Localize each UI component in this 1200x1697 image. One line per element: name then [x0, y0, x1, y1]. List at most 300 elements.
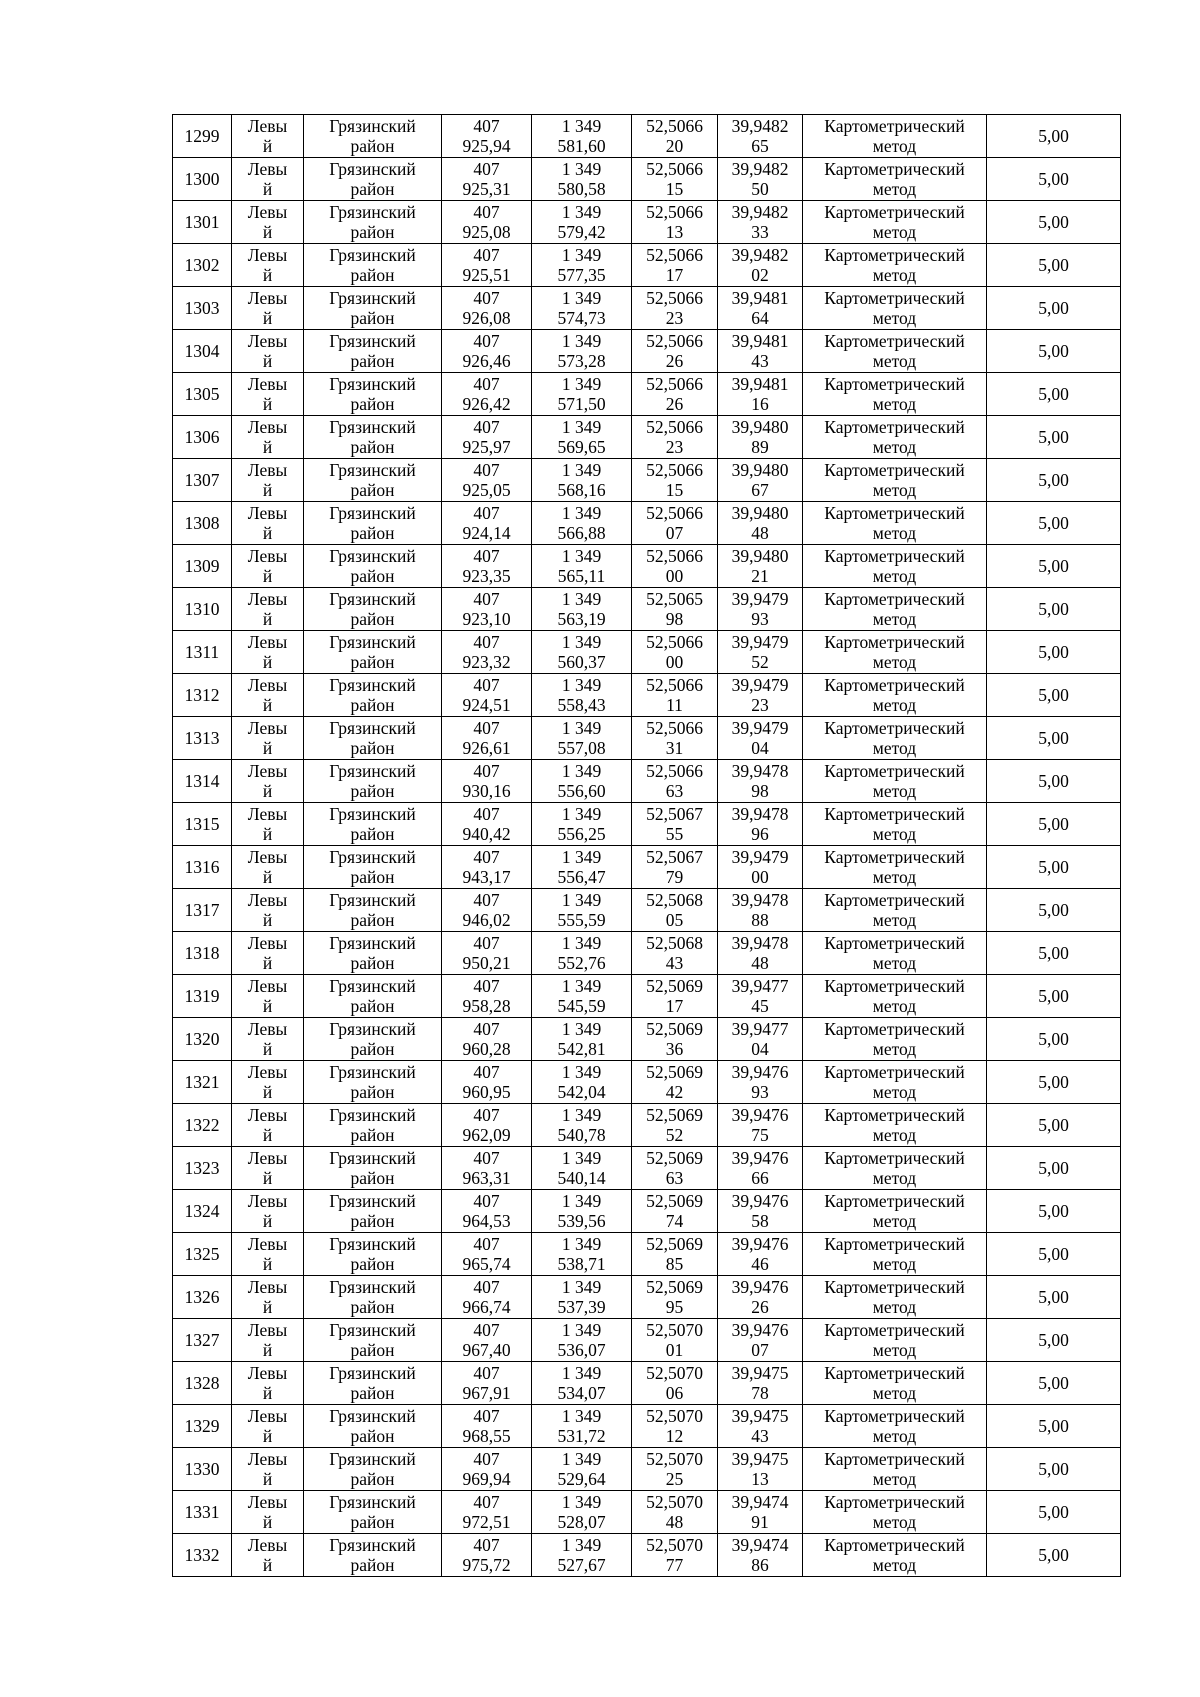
method-cell: [803, 889, 987, 932]
table-row: [173, 889, 1121, 932]
side-cell-line: Левы: [247, 331, 288, 351]
latitude-cell-line: 74: [665, 1211, 684, 1231]
longitude-cell-line: 21: [751, 566, 769, 586]
point-number-cell: 1309: [173, 545, 232, 588]
x-coordinate-cell: [442, 846, 532, 889]
latitude-cell-line: 31: [665, 738, 684, 758]
district-cell-line: район: [350, 695, 395, 715]
method-cell: [803, 459, 987, 502]
longitude-cell-line: 39,9476: [731, 1277, 789, 1297]
district-cell: [304, 1534, 442, 1577]
latitude-cell: [632, 244, 718, 287]
longitude-cell: [718, 932, 803, 975]
accuracy-cell: 5,00: [987, 1276, 1121, 1319]
method-cell-line: Картометрический: [824, 1492, 965, 1512]
latitude-cell-line: 23: [665, 437, 684, 457]
latitude-cell-line: 11: [666, 695, 683, 715]
x-coordinate-cell-line: 950,21: [462, 953, 511, 973]
y-coordinate-cell-line: 573,28: [557, 351, 606, 371]
side-cell-line: й: [262, 695, 273, 715]
longitude-cell-line: 39,9474: [731, 1492, 789, 1512]
method-cell: [803, 1061, 987, 1104]
y-coordinate-cell: [532, 287, 632, 330]
district-cell: [304, 1319, 442, 1362]
district-cell: [304, 1362, 442, 1405]
table-row: [173, 502, 1121, 545]
side-cell-line: й: [262, 1469, 273, 1489]
district-cell-line: район: [350, 996, 395, 1016]
y-coordinate-cell: [532, 760, 632, 803]
x-coordinate-cell-line: 407: [473, 675, 500, 695]
x-coordinate-cell: [442, 115, 532, 158]
longitude-cell-line: 78: [751, 1383, 769, 1403]
x-coordinate-cell-line: 407: [473, 1363, 500, 1383]
latitude-cell: [632, 545, 718, 588]
y-coordinate-cell-line: 1 349: [561, 1320, 602, 1340]
district-cell-line: Грязинский: [329, 675, 416, 695]
y-coordinate-cell: [532, 1190, 632, 1233]
side-cell-line: й: [262, 867, 273, 887]
latitude-cell-line: 52,5066: [646, 761, 703, 781]
side-cell: [232, 674, 304, 717]
x-coordinate-cell: [442, 330, 532, 373]
y-coordinate-cell-line: 557,08: [557, 738, 606, 758]
side-cell-line: Левы: [247, 1363, 288, 1383]
y-coordinate-cell-line: 1 349: [561, 1148, 602, 1168]
district-cell-line: район: [350, 1082, 395, 1102]
table-row: [173, 1190, 1121, 1233]
latitude-cell-line: 05: [665, 910, 684, 930]
side-cell: [232, 1147, 304, 1190]
latitude-cell-line: 52,5069: [646, 1234, 703, 1254]
latitude-cell-line: 52,5066: [646, 374, 703, 394]
method-cell-line: метод: [872, 480, 917, 500]
district-cell-line: Грязинский: [329, 202, 416, 222]
district-cell-line: район: [350, 953, 395, 973]
longitude-cell: [718, 760, 803, 803]
district-cell: [304, 846, 442, 889]
district-cell: [304, 803, 442, 846]
longitude-cell-line: 48: [751, 953, 769, 973]
longitude-cell: [718, 1276, 803, 1319]
latitude-cell-line: 52,5066: [646, 159, 703, 179]
y-coordinate-cell: [532, 1362, 632, 1405]
district-cell-line: район: [350, 867, 395, 887]
x-coordinate-cell-line: 407: [473, 546, 500, 566]
x-coordinate-cell-line: 407: [473, 202, 500, 222]
point-number-cell: 1320: [173, 1018, 232, 1061]
side-cell-line: Левы: [247, 374, 288, 394]
latitude-cell: [632, 803, 718, 846]
x-coordinate-cell: [442, 1190, 532, 1233]
side-cell-line: Левы: [247, 804, 288, 824]
y-coordinate-cell-line: 579,42: [557, 222, 606, 242]
latitude-cell: [632, 115, 718, 158]
side-cell-line: Левы: [247, 1019, 288, 1039]
latitude-cell: [632, 1491, 718, 1534]
method-cell: [803, 846, 987, 889]
method-cell-line: метод: [872, 1297, 917, 1317]
longitude-cell: [718, 975, 803, 1018]
method-cell-line: метод: [872, 609, 917, 629]
longitude-cell-line: 39,9479: [731, 718, 789, 738]
x-coordinate-cell-line: 407: [473, 1062, 500, 1082]
point-number-cell: 1332: [173, 1534, 232, 1577]
method-cell-line: метод: [872, 265, 917, 285]
latitude-cell-line: 00: [665, 652, 684, 672]
method-cell-line: метод: [872, 781, 917, 801]
district-cell-line: Грязинский: [329, 417, 416, 437]
district-cell-line: Грязинский: [329, 933, 416, 953]
point-number-cell: 1317: [173, 889, 232, 932]
method-cell: [803, 975, 987, 1018]
method-cell: [803, 1319, 987, 1362]
side-cell: [232, 889, 304, 932]
accuracy-cell: 5,00: [987, 1104, 1121, 1147]
accuracy-cell: 5,00: [987, 1190, 1121, 1233]
longitude-cell-line: 39,9480: [731, 503, 789, 523]
point-number-cell: 1315: [173, 803, 232, 846]
y-coordinate-cell: [532, 1405, 632, 1448]
point-number-cell: 1304: [173, 330, 232, 373]
point-number-cell: 1302: [173, 244, 232, 287]
district-cell: [304, 158, 442, 201]
district-cell-line: район: [350, 1125, 395, 1145]
latitude-cell-line: 52,5066: [646, 503, 703, 523]
method-cell-line: Картометрический: [824, 159, 965, 179]
y-coordinate-cell: [532, 115, 632, 158]
point-number-cell: 1313: [173, 717, 232, 760]
latitude-cell-line: 77: [665, 1555, 684, 1575]
side-cell-line: Левы: [247, 116, 288, 136]
y-coordinate-cell-line: 565,11: [557, 566, 606, 586]
x-coordinate-cell-line: 968,55: [462, 1426, 511, 1446]
x-coordinate-cell-line: 407: [473, 417, 500, 437]
district-cell: [304, 115, 442, 158]
longitude-cell-line: 39,9481: [731, 288, 789, 308]
latitude-cell: [632, 1319, 718, 1362]
x-coordinate-cell: [442, 373, 532, 416]
longitude-cell-line: 39,9480: [731, 460, 789, 480]
y-coordinate-cell-line: 1 349: [561, 1406, 602, 1426]
method-cell: [803, 416, 987, 459]
district-cell-line: Грязинский: [329, 159, 416, 179]
side-cell-line: Левы: [247, 589, 288, 609]
side-cell: [232, 1104, 304, 1147]
method-cell-line: метод: [872, 437, 917, 457]
side-cell: [232, 115, 304, 158]
district-cell-line: район: [350, 308, 395, 328]
point-number-cell: 1305: [173, 373, 232, 416]
y-coordinate-cell-line: 1 349: [561, 933, 602, 953]
district-cell: [304, 545, 442, 588]
method-cell: [803, 1448, 987, 1491]
x-coordinate-cell: [442, 1534, 532, 1577]
latitude-cell-line: 52,5069: [646, 1019, 703, 1039]
y-coordinate-cell-line: 1 349: [561, 1062, 602, 1082]
y-coordinate-cell-line: 560,37: [557, 652, 606, 672]
y-coordinate-cell-line: 531,72: [557, 1426, 606, 1446]
method-cell-line: метод: [872, 910, 917, 930]
y-coordinate-cell: [532, 846, 632, 889]
latitude-cell-line: 13: [665, 222, 684, 242]
side-cell-line: й: [262, 953, 273, 973]
x-coordinate-cell-line: 972,51: [462, 1512, 511, 1532]
y-coordinate-cell: [532, 588, 632, 631]
coordinates-table: [172, 114, 1121, 1577]
district-cell: [304, 932, 442, 975]
longitude-cell-line: 39,9477: [731, 976, 789, 996]
y-coordinate-cell: [532, 1018, 632, 1061]
x-coordinate-cell: [442, 1018, 532, 1061]
side-cell-line: й: [262, 1254, 273, 1274]
latitude-cell-line: 26: [665, 394, 684, 414]
point-number-cell: 1300: [173, 158, 232, 201]
method-cell: [803, 502, 987, 545]
side-cell-line: Левы: [247, 632, 288, 652]
table-row: [173, 846, 1121, 889]
latitude-cell-line: 52,5066: [646, 245, 703, 265]
y-coordinate-cell-line: 1 349: [561, 847, 602, 867]
y-coordinate-cell-line: 568,16: [557, 480, 606, 500]
longitude-cell: [718, 1061, 803, 1104]
table-row: [173, 1233, 1121, 1276]
y-coordinate-cell: [532, 631, 632, 674]
district-cell: [304, 674, 442, 717]
method-cell-line: метод: [872, 1211, 917, 1231]
table-row: [173, 1534, 1121, 1577]
x-coordinate-cell: [442, 1233, 532, 1276]
method-cell-line: Картометрический: [824, 1277, 965, 1297]
accuracy-cell: 5,00: [987, 373, 1121, 416]
latitude-cell-line: 15: [665, 480, 684, 500]
side-cell-line: Левы: [247, 976, 288, 996]
x-coordinate-cell: [442, 717, 532, 760]
y-coordinate-cell-line: 1 349: [561, 417, 602, 437]
method-cell-line: метод: [872, 136, 917, 156]
side-cell: [232, 631, 304, 674]
method-cell-line: Картометрический: [824, 116, 965, 136]
x-coordinate-cell: [442, 932, 532, 975]
y-coordinate-cell-line: 540,14: [557, 1168, 606, 1188]
side-cell: [232, 1405, 304, 1448]
x-coordinate-cell: [442, 1405, 532, 1448]
y-coordinate-cell-line: 539,56: [557, 1211, 606, 1231]
side-cell-line: й: [262, 437, 273, 457]
y-coordinate-cell-line: 581,60: [557, 136, 606, 156]
x-coordinate-cell-line: 407: [473, 1492, 500, 1512]
x-coordinate-cell-line: 960,28: [462, 1039, 511, 1059]
accuracy-cell: 5,00: [987, 330, 1121, 373]
district-cell-line: Грязинский: [329, 1363, 416, 1383]
longitude-cell-line: 96: [751, 824, 769, 844]
method-cell: [803, 1276, 987, 1319]
y-coordinate-cell: [532, 1319, 632, 1362]
method-cell-line: Картометрический: [824, 1062, 965, 1082]
table-row: [173, 1276, 1121, 1319]
method-cell-line: Картометрический: [824, 1234, 965, 1254]
latitude-cell-line: 43: [665, 953, 684, 973]
longitude-cell-line: 48: [751, 523, 769, 543]
point-number-cell: 1322: [173, 1104, 232, 1147]
side-cell: [232, 1362, 304, 1405]
accuracy-cell: 5,00: [987, 846, 1121, 889]
district-cell-line: район: [350, 1168, 395, 1188]
latitude-cell: [632, 846, 718, 889]
x-coordinate-cell-line: 923,35: [462, 566, 511, 586]
x-coordinate-cell: [442, 244, 532, 287]
y-coordinate-cell: [532, 975, 632, 1018]
y-coordinate-cell: [532, 545, 632, 588]
y-coordinate-cell-line: 542,81: [557, 1039, 606, 1059]
method-cell-line: Картометрический: [824, 718, 965, 738]
method-cell-line: метод: [872, 1254, 917, 1274]
longitude-cell: [718, 717, 803, 760]
longitude-cell-line: 91: [751, 1512, 769, 1532]
district-cell-line: район: [350, 652, 395, 672]
table-row: [173, 1104, 1121, 1147]
longitude-cell: [718, 1448, 803, 1491]
side-cell-line: й: [262, 1512, 273, 1532]
latitude-cell-line: 52,5070: [646, 1406, 703, 1426]
side-cell: [232, 158, 304, 201]
y-coordinate-cell-line: 1 349: [561, 116, 602, 136]
method-cell-line: метод: [872, 867, 917, 887]
y-coordinate-cell-line: 1 349: [561, 1277, 602, 1297]
latitude-cell: [632, 502, 718, 545]
longitude-cell-line: 39,9482: [731, 245, 789, 265]
y-coordinate-cell: [532, 373, 632, 416]
point-number-cell: 1321: [173, 1061, 232, 1104]
longitude-cell: [718, 1147, 803, 1190]
side-cell-line: й: [262, 1211, 273, 1231]
point-number-cell: 1325: [173, 1233, 232, 1276]
district-cell-line: район: [350, 1512, 395, 1532]
district-cell: [304, 1491, 442, 1534]
district-cell: [304, 1104, 442, 1147]
table-row: [173, 459, 1121, 502]
y-coordinate-cell-line: 1 349: [561, 374, 602, 394]
y-coordinate-cell-line: 1 349: [561, 1492, 602, 1512]
method-cell-line: Картометрический: [824, 1535, 965, 1555]
accuracy-cell: 5,00: [987, 674, 1121, 717]
x-coordinate-cell-line: 960,95: [462, 1082, 511, 1102]
side-cell-line: й: [262, 480, 273, 500]
latitude-cell-line: 52,5070: [646, 1492, 703, 1512]
side-cell-line: й: [262, 652, 273, 672]
y-coordinate-cell-line: 537,39: [557, 1297, 606, 1317]
point-number-cell: 1331: [173, 1491, 232, 1534]
method-cell: [803, 1147, 987, 1190]
side-cell: [232, 975, 304, 1018]
y-coordinate-cell: [532, 1147, 632, 1190]
latitude-cell-line: 01: [665, 1340, 684, 1360]
side-cell-line: й: [262, 351, 273, 371]
x-coordinate-cell-line: 407: [473, 1019, 500, 1039]
method-cell-line: Картометрический: [824, 331, 965, 351]
side-cell: [232, 588, 304, 631]
accuracy-cell: 5,00: [987, 115, 1121, 158]
accuracy-cell: 5,00: [987, 1061, 1121, 1104]
x-coordinate-cell-line: 926,61: [462, 738, 511, 758]
side-cell-line: Левы: [247, 417, 288, 437]
longitude-cell: [718, 846, 803, 889]
latitude-cell: [632, 416, 718, 459]
y-coordinate-cell-line: 1 349: [561, 1449, 602, 1469]
district-cell: [304, 1276, 442, 1319]
district-cell: [304, 1233, 442, 1276]
method-cell: [803, 588, 987, 631]
side-cell: [232, 1190, 304, 1233]
x-coordinate-cell-line: 963,31: [462, 1168, 511, 1188]
longitude-cell: [718, 631, 803, 674]
latitude-cell-line: 06: [665, 1383, 684, 1403]
method-cell-line: Картометрический: [824, 460, 965, 480]
side-cell-line: й: [262, 136, 273, 156]
y-coordinate-cell-line: 574,73: [557, 308, 606, 328]
x-coordinate-cell-line: 407: [473, 1191, 500, 1211]
longitude-cell-line: 46: [751, 1254, 769, 1274]
y-coordinate-cell: [532, 1534, 632, 1577]
longitude-cell-line: 88: [751, 910, 769, 930]
longitude-cell-line: 23: [751, 695, 769, 715]
accuracy-cell: 5,00: [987, 1448, 1121, 1491]
side-cell: [232, 502, 304, 545]
accuracy-cell: 5,00: [987, 932, 1121, 975]
latitude-cell-line: 52,5065: [646, 589, 703, 609]
latitude-cell: [632, 975, 718, 1018]
method-cell: [803, 1104, 987, 1147]
y-coordinate-cell-line: 1 349: [561, 245, 602, 265]
table-row: [173, 201, 1121, 244]
method-cell-line: Картометрический: [824, 503, 965, 523]
method-cell-line: Картометрический: [824, 546, 965, 566]
side-cell-line: й: [262, 738, 273, 758]
longitude-cell-line: 39,9476: [731, 1148, 789, 1168]
x-coordinate-cell-line: 407: [473, 245, 500, 265]
longitude-cell-line: 86: [751, 1555, 769, 1575]
longitude-cell: [718, 459, 803, 502]
method-cell: [803, 373, 987, 416]
accuracy-cell: 5,00: [987, 717, 1121, 760]
accuracy-cell: 5,00: [987, 1362, 1121, 1405]
district-cell-line: район: [350, 480, 395, 500]
x-coordinate-cell-line: 407: [473, 116, 500, 136]
district-cell: [304, 373, 442, 416]
latitude-cell-line: 52,5066: [646, 546, 703, 566]
x-coordinate-cell-line: 926,46: [462, 351, 511, 371]
longitude-cell-line: 39,9480: [731, 546, 789, 566]
district-cell-line: Грязинский: [329, 245, 416, 265]
district-cell: [304, 889, 442, 932]
method-cell: [803, 1018, 987, 1061]
table-row: [173, 631, 1121, 674]
accuracy-cell: 5,00: [987, 803, 1121, 846]
method-cell-line: метод: [872, 1512, 917, 1532]
district-cell-line: район: [350, 1340, 395, 1360]
latitude-cell-line: 25: [665, 1469, 684, 1489]
y-coordinate-cell-line: 545,59: [557, 996, 606, 1016]
x-coordinate-cell-line: 940,42: [462, 824, 511, 844]
side-cell: [232, 803, 304, 846]
y-coordinate-cell-line: 542,04: [557, 1082, 606, 1102]
method-cell-line: метод: [872, 1039, 917, 1059]
longitude-cell: [718, 1319, 803, 1362]
side-cell: [232, 1276, 304, 1319]
latitude-cell: [632, 287, 718, 330]
district-cell-line: Грязинский: [329, 374, 416, 394]
y-coordinate-cell-line: 527,67: [557, 1555, 606, 1575]
